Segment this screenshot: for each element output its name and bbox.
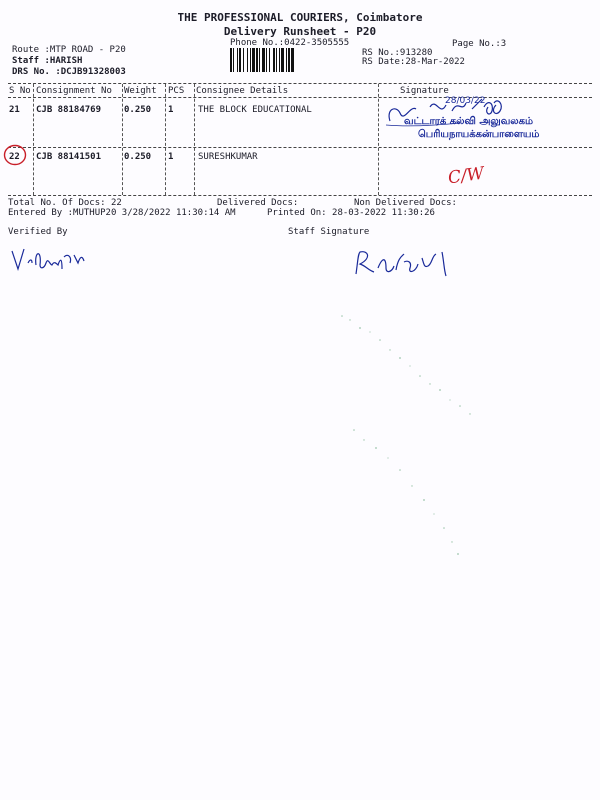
rs-date: RS Date:28-Mar-2022	[362, 57, 465, 67]
col-pcs: PCS	[168, 86, 185, 96]
row-sno: 21	[9, 105, 20, 115]
total-docs: Total No. Of Docs: 22	[8, 198, 122, 208]
row-weight: 0.250	[124, 105, 152, 115]
print-noise-speckle	[330, 310, 490, 570]
stamp-date: 28/03/22	[445, 96, 486, 106]
red-circle-mark	[2, 143, 28, 167]
row-divider	[8, 147, 592, 148]
stamp-office-line1: வட்டாரக் கல்வி அலுவலகம்	[404, 116, 534, 127]
verified-by-label: Verified By	[8, 227, 68, 237]
page-number: Page No.:3	[452, 39, 507, 49]
row-consignee: SURESHKUMAR	[198, 152, 258, 162]
col-weight: Weight	[124, 86, 157, 96]
entered-by: Entered By :MUTHUP20 3/28/2022 11:30:14 AM	[8, 208, 236, 218]
row-consignee: THE BLOCK EDUCATIONAL	[198, 105, 312, 115]
printed-on: Printed On: 28-03-2022 11:30:26	[267, 208, 435, 218]
delivered-docs: Delivered Docs:	[217, 198, 299, 208]
col-signature: Signature	[400, 86, 449, 96]
row-consignment: CJB 88141501	[36, 152, 102, 162]
company-name: THE PROFESSIONAL COURIERS, Coimbatore	[177, 11, 423, 24]
phone-number: Phone No.:0422-3505555	[230, 38, 350, 48]
staff-signature-label: Staff Signature	[288, 227, 370, 237]
drs-number: DRS No. :DCJB91328003	[12, 67, 126, 77]
rs-number: RS No.:913280	[362, 48, 433, 58]
cw-handwritten-mark: C/W	[446, 163, 486, 189]
stamp-office-line2: பெரியநாயக்கன்பாளையம்	[418, 129, 540, 140]
row-pcs: 1	[168, 105, 174, 115]
table-top-rule	[8, 83, 592, 84]
non-delivered-docs: Non Delivered Docs:	[354, 198, 457, 208]
staff-label: Staff :HARISH	[12, 56, 83, 66]
row-consignment: CJB 88184769	[36, 105, 102, 115]
row-sno: 22	[9, 152, 20, 162]
barcode	[230, 48, 354, 72]
col-sno: S No	[9, 86, 31, 96]
row-weight: 0.250	[124, 152, 152, 162]
table-bottom-rule	[8, 195, 592, 196]
verifier-signature	[8, 243, 88, 277]
staff-signature	[352, 248, 462, 280]
runsheet-title: Delivery Runsheet - P20	[223, 25, 377, 38]
col-consignee: Consignee Details	[196, 86, 289, 96]
row-pcs: 1	[168, 152, 174, 162]
col-consignment: Consignment No	[36, 86, 112, 96]
route-label: Route :MTP ROAD - P20	[12, 45, 126, 55]
